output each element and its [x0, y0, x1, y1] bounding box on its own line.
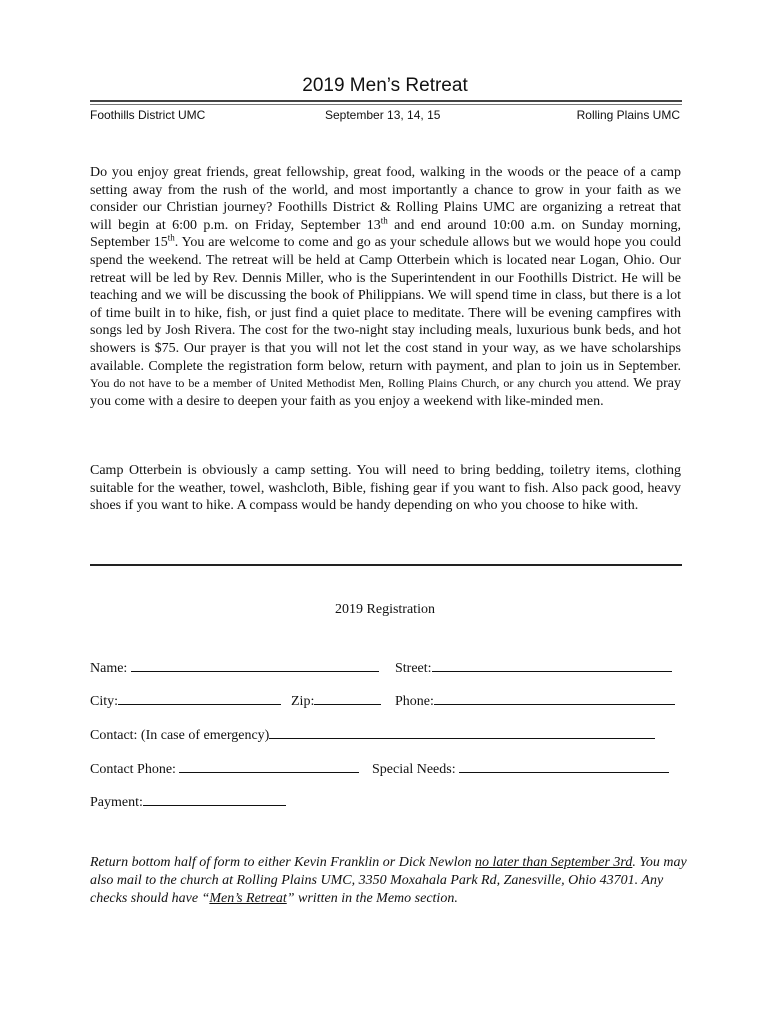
intro-paragraph — [90, 164, 681, 410]
zip-label: Zip: — [291, 694, 315, 709]
form-row-city-zip-phone — [90, 691, 690, 709]
form-row-name-street — [90, 658, 690, 676]
ordinal-suffix: th — [380, 215, 388, 226]
form-row-emergency — [90, 725, 690, 743]
header-organizer-left: Foothills District UMC — [90, 108, 206, 122]
emergency-contact-label: Contact: (In case of emergency) — [90, 728, 270, 743]
special-needs-field[interactable] — [372, 759, 669, 778]
phone-line[interactable] — [434, 691, 675, 705]
memo-text: Men’s Retreat — [209, 891, 287, 906]
city-label: City: — [90, 694, 119, 709]
city-field[interactable] — [90, 691, 281, 710]
contact-phone-field[interactable] — [90, 759, 359, 778]
header-rule-thick — [90, 100, 682, 102]
city-line[interactable] — [118, 691, 281, 705]
return-text-c: ” written in the Memo section. — [286, 891, 458, 906]
name-field[interactable] — [90, 658, 379, 677]
street-line[interactable] — [432, 658, 672, 672]
header-organizer-right: Rolling Plains UMC — [576, 108, 680, 122]
special-needs-line[interactable] — [459, 759, 669, 773]
payment-field[interactable] — [90, 792, 286, 811]
deadline-text: no later than September 3rd — [474, 855, 633, 870]
intro-text-a: Do you enjoy great friends, great fellowship, great food, walking in the woods or the peace of a camp setting away from the rush of the world, and most importantly a chance to grow in your faith as we consider our Christian journey? Foothills District & Rolling Plains UMC are organizing a retreat that will begin at 6:00 p.m. on Friday, September 13 — [90, 165, 681, 233]
zip-field[interactable] — [291, 691, 381, 710]
return-text-b: . You may also mail to the church at Rolling Plains UMC, 3350 Moxahala Park Rd, Zanesville, Ohio 43701. Any checks should have “ — [90, 855, 687, 906]
intro-text-c: . You are welcome to come and go as your schedule allows but we would hope you could spend the weekend. The retreat will be held at Camp Otterbein which is located near Logan, Ohio. Our retreat will be led by Rev. Dennis Miller, who is the Superintendent in our Foothills District. He will be teaching and we will be discussing the book of Philippians. We will spend time in class, but there is a lot of time built in to hike, fish, or just find a quiet place to meditate. There will be evening campfires with songs led by Josh Rivera. The cost for the two-night stay including meals, luxurious bunk beds, and hot showers is $75. Our prayer is that you will not let the cost stand in your way, as we have scholarships available. Complete the registration form below, return with payment, and plan to join us in September. — [90, 235, 681, 374]
ordinal-suffix: th — [167, 232, 175, 243]
special-needs-label: Special Needs: — [372, 762, 456, 777]
intro-text-b: and end around 10:00 a.m. on Sunday morning, September 15 — [90, 217, 681, 251]
contact-phone-line[interactable] — [179, 759, 359, 773]
phone-field[interactable] — [395, 691, 675, 710]
header-dates: September 13, 14, 15 — [325, 108, 441, 122]
emergency-contact-field[interactable] — [90, 725, 655, 744]
payment-line[interactable] — [143, 792, 286, 806]
phone-label: Phone: — [395, 694, 434, 709]
header-rule-thin — [90, 104, 682, 105]
emergency-contact-line[interactable] — [269, 725, 655, 739]
section-divider — [90, 564, 682, 566]
contact-phone-label: Contact Phone: — [90, 762, 176, 777]
name-line[interactable] — [131, 658, 379, 672]
street-label: Street: — [395, 661, 432, 676]
name-label: Name: — [90, 661, 128, 676]
packing-paragraph: Camp Otterbein is obviously a camp setting. You will need to bring bedding, toiletry items, clothing suitable for the weather, towel, washcloth, Bible, fishing gear if you want to fish. Also pack good, heavy shoes if you want to hike. A compass would be handy depending on who you choose to hike with. — [90, 463, 681, 514]
return-text-a: Return bottom half of form to either Kevin Franklin or Dick Newlon — [90, 855, 475, 870]
intro-text-d: We pray you come with a desire to deepen your faith as you enjoy a weekend with like-minded men. — [90, 376, 681, 409]
registration-title: 2019 Registration — [335, 602, 435, 617]
payment-label: Payment: — [90, 795, 143, 810]
page-title: 2019 Men’s Retreat — [302, 75, 468, 96]
zip-line[interactable] — [314, 691, 381, 705]
form-row-payment — [90, 792, 690, 810]
street-field[interactable] — [395, 658, 672, 677]
return-instructions — [90, 854, 690, 908]
membership-note: You do not have to be a member of United Methodist Men, Rolling Plains Church, or any church you attend. — [90, 376, 630, 391]
form-row-contact-phone-needs — [90, 759, 690, 777]
